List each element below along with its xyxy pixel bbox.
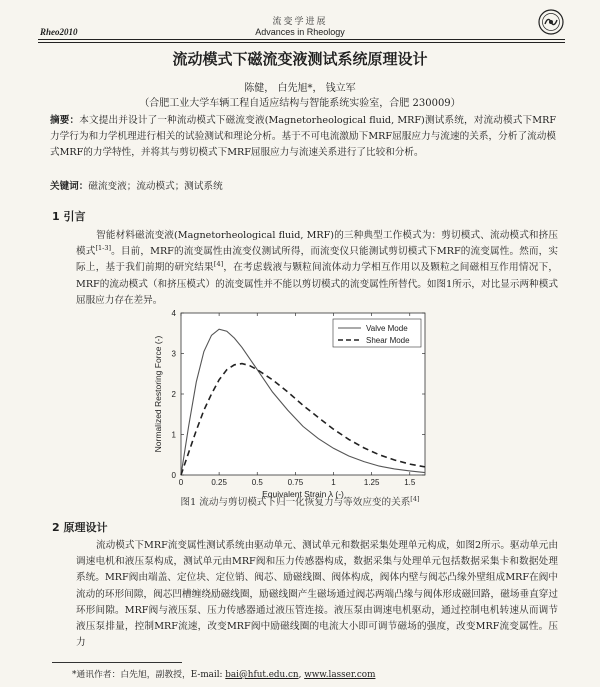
x-axis-label: Equivalent Strain λ (-) [262,489,344,499]
y-tick-label: 4 [171,309,176,318]
y-axis-label: Normalized Restoring Force (-) [153,335,163,453]
x-tick-label: 0.5 [251,478,263,487]
x-tick-label: 1 [331,478,336,487]
footnote-rule [52,662,182,663]
abstract [50,113,556,161]
figure-1-caption [0,494,600,508]
paper-title: 流动模式下磁流变液测试系统原理设计 [172,50,428,68]
intro-text-1: 智能材料磁流变液(Magnetorheological fluid, MRF)的三种典型工作模式为：剪切模式、流动模式和挤压模式 [76,230,558,258]
y-tick-label: 0 [171,471,176,480]
figure-caption-text: 图1 流动与剪切模式下归一化恢复力与等效应变的关系 [180,497,411,508]
design-paragraph [76,538,558,651]
figure-caption-citation[interactable]: [4] [410,494,420,503]
header-rule [38,39,565,40]
journal-name-en: Advances in Rheology [255,27,345,37]
keywords [50,178,556,192]
y-tick-label: 1 [171,430,176,440]
x-tick-label: 1.5 [404,478,416,487]
section-heading-introduction: 1 引言 [52,210,86,223]
running-header-left: Rheo2010 [40,27,78,37]
chart-legend [333,319,421,347]
footnote-url-link[interactable]: www.lasser.com [304,670,376,680]
design-text: 流动模式下MRF流变属性测试系统由驱动单元、测试单元和数据采集处理单元构成，如图2所示。驱动单元由调速电机和液压泵构成，测试单元由MRF阀和压力传感器构成，数据采集与处理单元包括数据采集卡和数据处理系统。MRF阀由端盖、定位块、定位销、阀芯、励磁线圈、阀体构成，阀体内壁与阀芯凸缘外壁组成MRF在阀中流动的环形间隙，阀芯凹槽缠绕励磁线圈，励磁线圈产生磁场通过阀芯两端凸缘与阀体形成磁回路，磁场垂直穿过环形间隙。MRF阀与液压泵、压力传感器通过液压管连接。液压泵由调速电机驱动，通过控制电机转速从而调节液压泵排量，控制MRF流速，改变MRF阀中励磁线圈的电流大小即可调节磁场的强度，改变MRF流变属性。压力 [76,540,558,649]
footnote-separator: , [298,670,305,680]
footnote-text: *通讯作者：白先旭，副教授，E-mail: [72,670,226,680]
x-tick-label: 1.25 [363,478,380,487]
abstract-label: 摘要： [50,115,80,126]
keywords-text: 磁流变液；流动模式；测试系统 [88,181,223,192]
author-list: 陈健， 白先旭*， 钱立军 [244,83,356,94]
legend-label: Shear Mode [366,336,410,345]
legend-label: Valve Mode [366,324,408,333]
x-tick-label: 0.25 [211,478,227,487]
section-heading-design: 2 原理设计 [52,521,108,534]
intro-text-2: 。目前，MRF的流变属性由流变仪测试所得，而流变仪只能测试剪切模式下MRF的流变属性。然而，实际上，基于我们前期的研究结果 [76,246,559,274]
abstract-text: 本文提出并设计了一种流动模式下磁流变液(Magnetorheological fluid, MRF)测试系统，对流动模式下MRF力学行为和力学机理进行相关的试验测试和理论分析。基于不可电流激励下MRF屈服应力与流速的关系，分析了流动模式MRF的力学特性，并将其与剪切模式下MRF屈服应力与流速关系进行了比较和分析。 [50,115,556,158]
journal-name-cn: 流变学进展 [272,17,328,27]
x-tick-label: 0.75 [287,478,304,487]
figure-1-chart [125,303,445,503]
journal-seal-icon [538,9,564,35]
footnote [72,667,375,680]
keywords-label: 关键词： [50,181,89,192]
header-rule-thin [38,42,565,43]
citation-1-3[interactable]: [1-3] [95,244,112,253]
footnote-email-link[interactable]: bai@hfut.edu.cn [225,670,299,680]
intro-text-3: ，在考虑载液与颗粒间流体动力学相互作用以及颗粒之间磁相互作用情况下，MRF的流动模式（和挤压模式）的流变属性并不能以剪切模式的流变属性所替代。如图1所示，对比显示两种模式屈服应力存在差异。 [76,262,559,306]
affiliation: （合肥工业大学车辆工程自适应结构与智能系统实验室，合肥 230009） [139,98,461,109]
intro-paragraph [76,228,558,309]
y-tick-label: 3 [171,349,176,359]
x-tick-label: 0 [178,478,184,487]
y-tick-label: 2 [171,390,176,399]
citation-4[interactable]: [4] [213,260,224,269]
